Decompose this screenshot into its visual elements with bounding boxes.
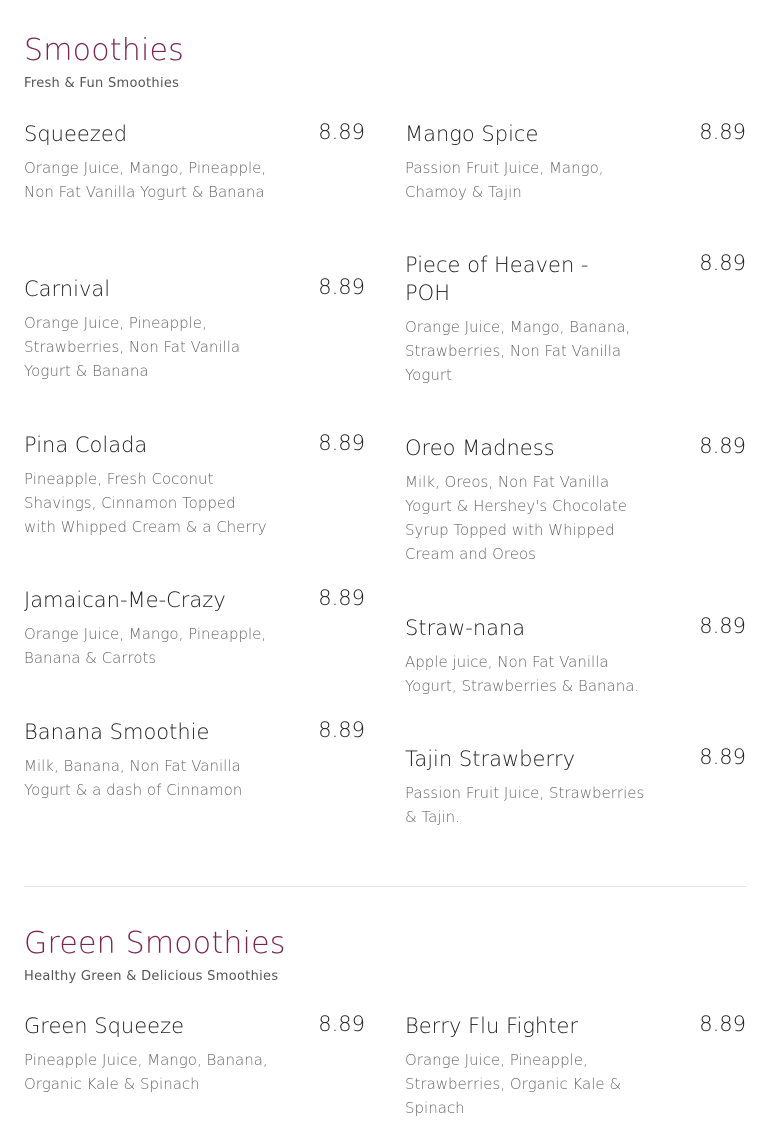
menu-item[interactable] xyxy=(24,275,365,383)
item-price: 8.89 xyxy=(699,120,746,144)
item-description: Pineapple Juice, Mango, Banana, Organic Kale & Spinach xyxy=(24,1051,268,1093)
menu-item[interactable] xyxy=(405,745,746,829)
section-title: Smoothies xyxy=(24,33,184,68)
item-price: 8.89 xyxy=(318,431,365,455)
item-description: Milk, Banana, Non Fat Vanilla Yogurt & a dash of Cinnamon xyxy=(24,757,243,799)
menu-item[interactable] xyxy=(405,434,746,566)
item-description: Passion Fruit Juice, Mango, Chamoy & Tajin xyxy=(405,159,604,201)
item-description: Pineapple, Fresh Coconut Shavings, Cinnamon Topped with Whipped Cream & a Cherry xyxy=(24,470,267,536)
item-name: Jamaican-Me-Crazy xyxy=(24,588,226,612)
item-name: Oreo Madness xyxy=(405,436,555,460)
item-price: 8.89 xyxy=(699,1012,746,1036)
item-price: 8.89 xyxy=(699,745,746,769)
section-divider xyxy=(24,886,746,887)
item-price: 8.89 xyxy=(318,586,365,610)
item-name: Mango Spice xyxy=(405,122,539,146)
menu-item[interactable] xyxy=(24,431,365,539)
item-price: 8.89 xyxy=(318,718,365,742)
menu-item[interactable] xyxy=(405,1012,746,1120)
item-price: 8.89 xyxy=(318,1012,365,1036)
item-description: Milk, Oreos, Non Fat Vanilla Yogurt & Hershey's Chocolate Syrup Topped with Whipped Cream and Oreos xyxy=(405,473,627,563)
item-price: 8.89 xyxy=(318,120,365,144)
item-description: Orange Juice, Pineapple, Strawberries, Non Fat Vanilla Yogurt & Banana xyxy=(24,314,241,380)
item-name: Banana Smoothie xyxy=(24,720,210,744)
menu-item[interactable] xyxy=(24,1012,365,1096)
item-name: Piece of Heaven - POH xyxy=(405,253,589,305)
menu-item[interactable] xyxy=(24,586,365,670)
item-price: 8.89 xyxy=(699,251,746,275)
item-description: Orange Juice, Pineapple, Strawberries, Organic Kale & Spinach xyxy=(405,1051,622,1117)
item-price: 8.89 xyxy=(318,275,365,299)
item-price: 8.89 xyxy=(699,614,746,638)
item-name: Squeezed xyxy=(24,122,128,146)
menu-item[interactable] xyxy=(405,614,746,698)
section-subtitle: Healthy Green & Delicious Smoothies xyxy=(24,969,279,984)
item-name: Tajin Strawberry xyxy=(405,747,576,771)
menu-item[interactable] xyxy=(24,718,365,802)
item-description: Passion Fruit Juice, Strawberries & Tajin. xyxy=(405,784,645,826)
item-name: Berry Flu Fighter xyxy=(405,1014,579,1038)
section-title: Green Smoothies xyxy=(24,926,286,961)
item-description: Apple juice, Non Fat Vanilla Yogurt, Strawberries & Banana. xyxy=(405,653,640,695)
item-description: Orange Juice, Mango, Pineapple, Banana & Carrots xyxy=(24,625,267,667)
section-subtitle: Fresh & Fun Smoothies xyxy=(24,76,180,91)
menu-item[interactable] xyxy=(24,120,365,204)
menu-item[interactable] xyxy=(405,120,746,204)
item-description: Orange Juice, Mango, Pineapple, Non Fat Vanilla Yogurt & Banana xyxy=(24,159,267,201)
item-name: Green Squeeze xyxy=(24,1014,185,1038)
menu-item[interactable] xyxy=(405,251,746,387)
item-name: Straw-nana xyxy=(405,616,526,640)
item-description: Orange Juice, Mango, Banana, Strawberries, Non Fat Vanilla Yogurt xyxy=(405,318,631,384)
section-green-smoothies xyxy=(24,926,746,1117)
item-price: 8.89 xyxy=(699,434,746,458)
item-name: Pina Colada xyxy=(24,433,148,457)
section-smoothies xyxy=(24,33,746,826)
item-name: Carnival xyxy=(24,277,111,301)
